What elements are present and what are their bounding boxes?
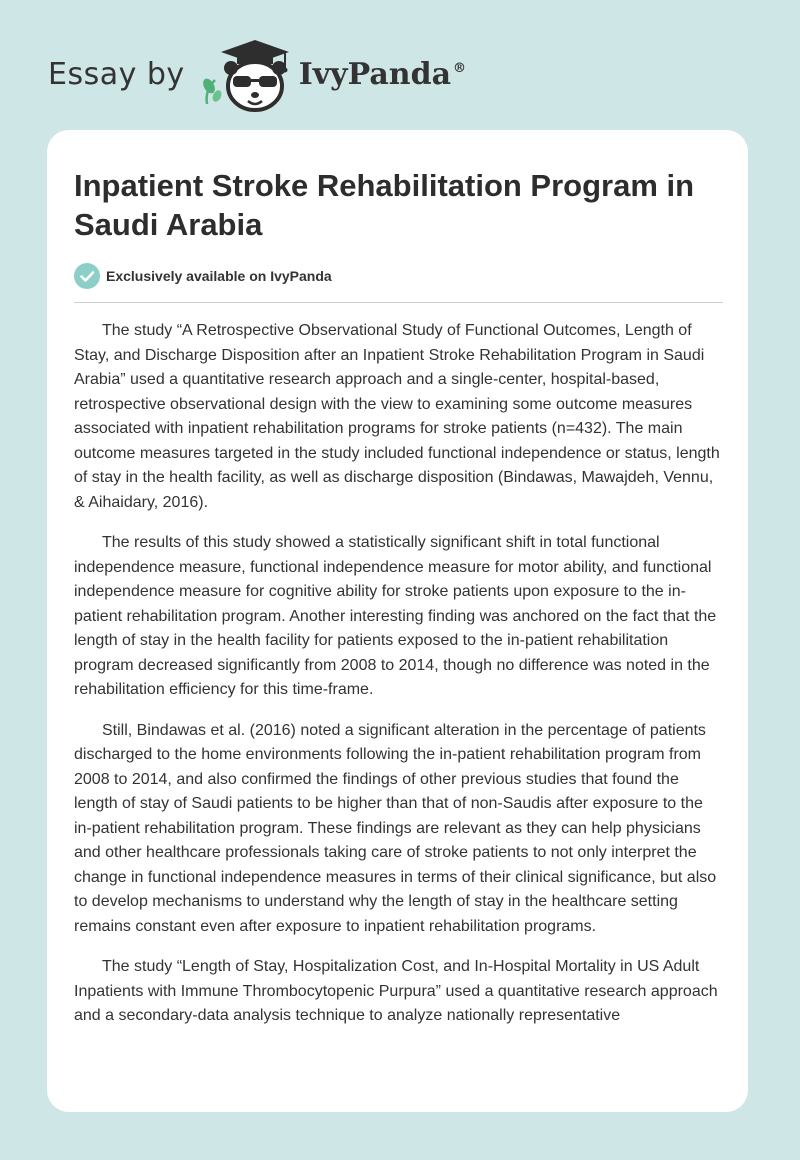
essay-by-label: Essay by (48, 56, 185, 92)
paragraph: The study “Length of Stay, Hospitalization Cost, and In-Hospital Mortality in US Adult Inpatients with Immune Thrombocytopenic Purpura” used a quantitative research approach and a secondary-data analysis technique to analyze nationally representative (74, 958, 718, 1024)
paragraph: The study “A Retrospective Observational Study of Functional Outcomes, Length of Stay, and Discharge Disposition after an Inpatient Stroke Rehabilitation Program in Saudi Arabia” used a quantitative research approach and a single-center, hospital-based, retrospective observational design with the view to examining some outcome measures associated with inpatient rehabilitation programs for stroke patients (n=432). The main outcome measures targeted in the study included functional independence or status, length of stay in the health facility, as well as discharge disposition (Bindawas, Mawajdeh, Vennu, & Aihaidary, 2016). (74, 322, 720, 511)
paragraph: Still, Bindawas et al. (2016) noted a significant alteration in the percentage of patients discharged to the home environments following the in-patient rehabilitation program from 2008 to 2014, and also confirmed the findings of other previous studies that found the length of stay of Saudi patients to be higher than that of non-Saudis after exposure to the in-patient rehabilitation program. These findings are relevant as they can help physicians and other healthcare professionals taking care of stroke patients to not only interpret the change in functional independence measures in terms of their clinical significance, but also to develop mechanisms to understand why the length of stay in the healthcare setting remains constant even after exposure to inpatient rehabilitation programs. (74, 721, 717, 935)
brand-name[interactable] (299, 57, 466, 92)
exclusive-badge (74, 263, 332, 289)
paragraph: The results of this study showed a statistically significant shift in total functional independence measure, functional independence measure for motor ability, and functional independence measure for cognitive ability for stroke patients upon exposure to the in-patient rehabilitation program. Another interesting finding was anchored on the fact that the length of stay in the health facility for patients exposed to the in-patient rehabilitation program decreased significantly from 2008 to 2014, though no difference was noted in the rehabilitation efficiency for this time-frame. (74, 534, 717, 698)
ivypanda-panda-icon[interactable] (201, 34, 295, 114)
registered-mark: ® (453, 60, 467, 76)
check-circle-icon (74, 263, 100, 289)
essay-body (74, 319, 724, 1045)
brand-label: IvyPanda (298, 56, 452, 92)
page-title: Inpatient Stroke Rehabilitation Program in Saudi Arabia (74, 168, 695, 242)
essay-card (47, 130, 748, 1112)
site-header (48, 34, 466, 114)
exclusive-label: Exclusively available on IvyPanda (106, 268, 332, 284)
divider (74, 302, 723, 303)
